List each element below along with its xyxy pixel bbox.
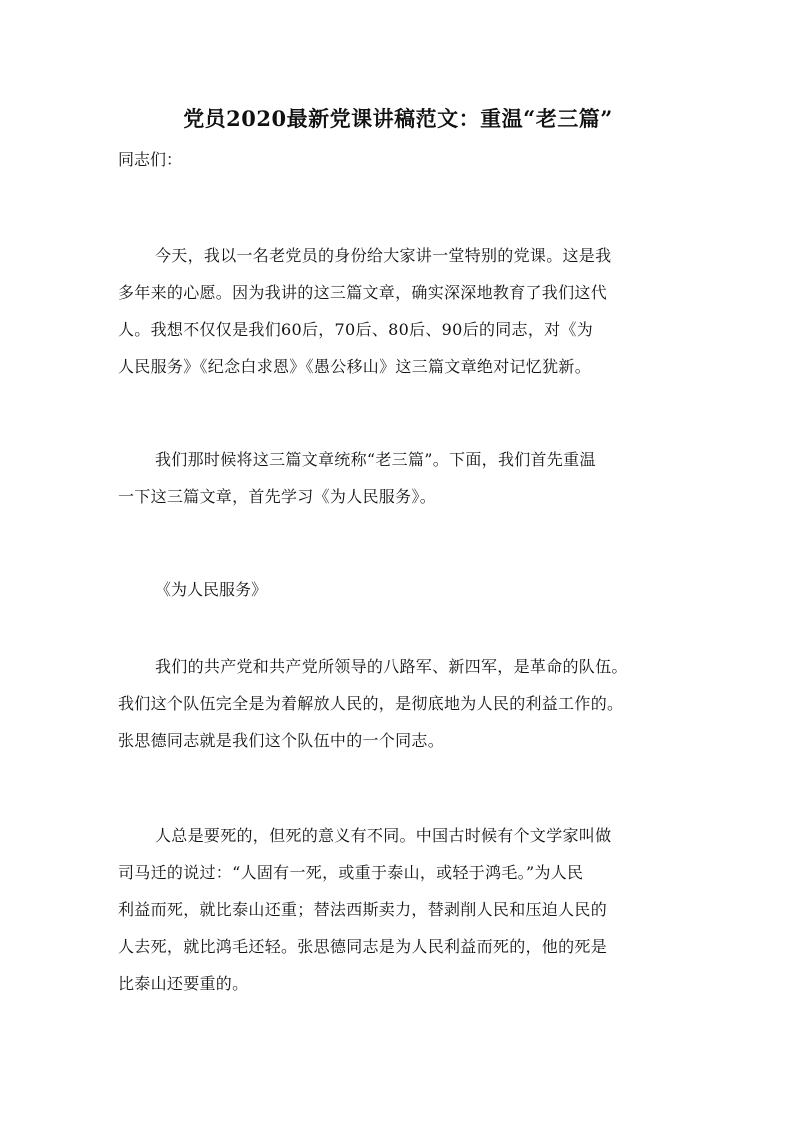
paragraph-line: 一下这三篇文章，首先学习《为人民服务》。 (118, 487, 437, 506)
paragraph-line: 今天，我以一名老党员的身份给大家讲一堂特别的党课。这是我 (155, 246, 612, 265)
paragraph-line: 我们这个队伍完全是为着解放人民的，是彻底地为人民的利益工作的。 (118, 694, 624, 713)
document-title: 党员2020最新党课讲稿范文：重温“老三篇” (183, 106, 613, 131)
paragraph-1 (118, 237, 680, 385)
paragraph-line: 比泰山还要重的。 (118, 974, 249, 993)
paragraph-line: 人。我想不仅仅是我们60后，70后、80后、90后的同志，对《为 (118, 320, 594, 339)
paragraph-line: 我们那时候将这三篇文章统称“老三篇”。下面，我们首先重温 (155, 450, 596, 469)
paragraph-2 (118, 441, 680, 515)
paragraph-4 (118, 817, 680, 1002)
paragraph-line: 利益而死，就比泰山还重；替法西斯卖力，替剥削人民和压迫人民的 (118, 900, 608, 919)
paragraph-line: 人民服务》《纪念白求恩》《愚公移山》这三篇文章绝对记忆犹新。 (118, 357, 592, 376)
salutation: 同志们： (118, 150, 183, 169)
paragraph-line: 我们的共产党和共产党所领导的八路军、新四军，是革命的队伍。 (155, 657, 628, 676)
paragraph-line: 多年来的心愿。因为我讲的这三篇文章，确实深深地教育了我们这代 (118, 283, 608, 302)
paragraph-line: 司马迁的说过：“人固有一死，或重于泰山，或轻于鸿毛。”为人民 (118, 863, 584, 882)
paragraph-line: 人去死，就比鸿毛还轻。张思德同志是为人民利益而死的，他的死是 (118, 937, 608, 956)
paragraph-line: 张思德同志就是我们这个队伍中的一个同志。 (118, 731, 445, 750)
section-heading: 《为人民服务》 (155, 580, 268, 599)
paragraph-line: 人总是要死的，但死的意义有不同。中国古时候有个文学家叫做 (155, 826, 612, 845)
paragraph-3 (118, 648, 680, 759)
